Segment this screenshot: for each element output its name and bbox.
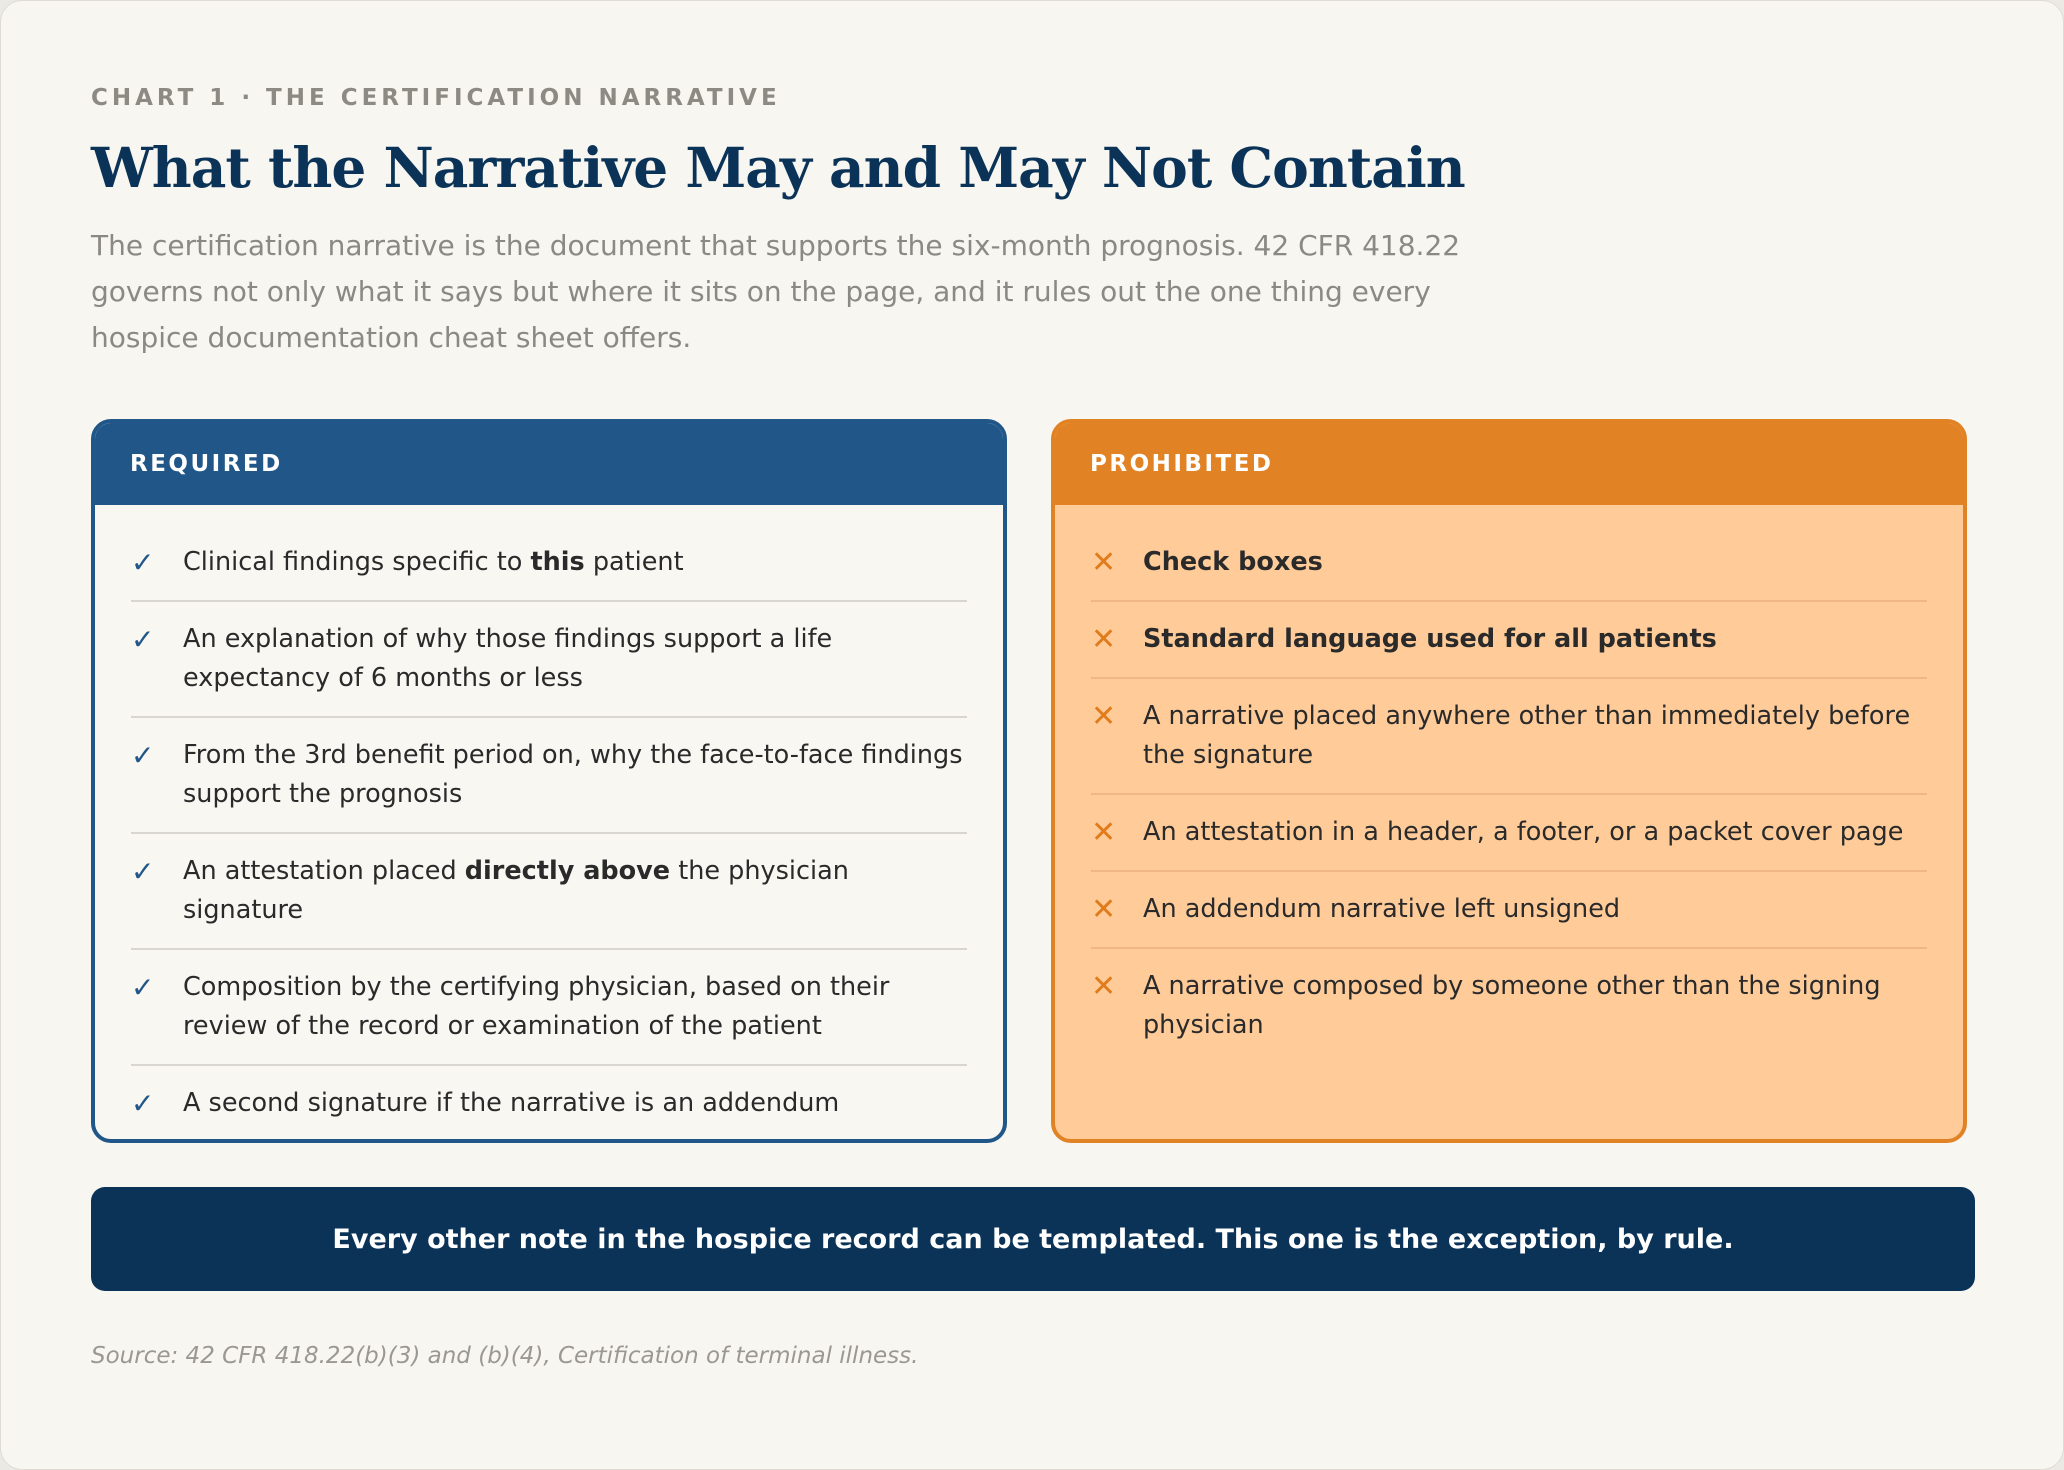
prohibited-item-text: Standard language used for all patients bbox=[1143, 624, 1717, 654]
prohibited-item-text: An addendum narrative left unsigned bbox=[1143, 894, 1621, 924]
check-icon: ✓ bbox=[131, 1087, 155, 1120]
prohibited-item bbox=[1091, 600, 1927, 677]
required-item bbox=[131, 948, 967, 1064]
required-item-text: A second signature if the narrative is an addendum bbox=[183, 1088, 840, 1118]
prohibited-item bbox=[1091, 870, 1927, 947]
prohibited-item-text: Check boxes bbox=[1143, 547, 1323, 577]
check-icon: ✓ bbox=[131, 739, 155, 772]
required-item bbox=[131, 832, 967, 948]
prohibited-item bbox=[1091, 525, 1927, 600]
required-panel-header: REQUIRED bbox=[95, 423, 1003, 505]
required-item-text: An attestation placed directly above the physician signature bbox=[183, 856, 849, 925]
x-icon: ✕ bbox=[1091, 545, 1117, 580]
x-icon: ✕ bbox=[1091, 699, 1117, 734]
prohibited-item bbox=[1091, 793, 1927, 870]
source-note: Source: 42 CFR 418.22(b)(3) and (b)(4), Certification of terminal illness. bbox=[91, 1343, 919, 1369]
required-item bbox=[131, 600, 967, 716]
x-icon: ✕ bbox=[1091, 815, 1117, 850]
required-panel bbox=[91, 419, 1007, 1143]
required-item-text: Composition by the certifying physician, based on their review of the record or examination of the patient bbox=[183, 972, 890, 1041]
check-icon: ✓ bbox=[131, 623, 155, 656]
prohibited-item bbox=[1091, 947, 1927, 1063]
required-item bbox=[131, 525, 967, 600]
required-item-text: From the 3rd benefit period on, why the face-to-face findings support the prognosis bbox=[183, 740, 963, 809]
required-item-text: Clinical findings specific to this patient bbox=[183, 547, 684, 577]
prohibited-list bbox=[1091, 525, 1927, 1063]
required-item bbox=[131, 716, 967, 832]
check-icon: ✓ bbox=[131, 546, 155, 579]
intro-paragraph: The certification narrative is the document that supports the six-month prognosis. 42 CFR 418.22 governs not only what it says but where it sits on the page, and it rules out the one thing every hospice documentation cheat sheet offers. bbox=[91, 229, 1461, 354]
required-item-text: An explanation of why those findings support a life expectancy of 6 months or less bbox=[183, 624, 833, 693]
prohibited-item bbox=[1091, 677, 1927, 793]
prohibited-panel-header: PROHIBITED bbox=[1055, 423, 1963, 505]
exception-banner: Every other note in the hospice record can be templated. This one is the exception, by rule. bbox=[91, 1187, 1975, 1291]
page-title: What the Narrative May and May Not Contain bbox=[91, 135, 1465, 200]
check-icon: ✓ bbox=[131, 971, 155, 1004]
check-icon: ✓ bbox=[131, 855, 155, 888]
prohibited-item-text: A narrative placed anywhere other than immediately before the signature bbox=[1143, 701, 1911, 770]
x-icon: ✕ bbox=[1091, 892, 1117, 927]
prohibited-item-text: A narrative composed by someone other than the signing physician bbox=[1143, 971, 1881, 1040]
eyebrow-label: CHART 1 · THE CERTIFICATION NARRATIVE bbox=[91, 85, 781, 111]
prohibited-item-text: An attestation in a header, a footer, or a packet cover page bbox=[1143, 817, 1904, 847]
required-item bbox=[131, 1064, 967, 1141]
prohibited-panel bbox=[1051, 419, 1967, 1143]
x-icon: ✕ bbox=[1091, 969, 1117, 1004]
x-icon: ✕ bbox=[1091, 622, 1117, 657]
required-list bbox=[131, 525, 967, 1141]
